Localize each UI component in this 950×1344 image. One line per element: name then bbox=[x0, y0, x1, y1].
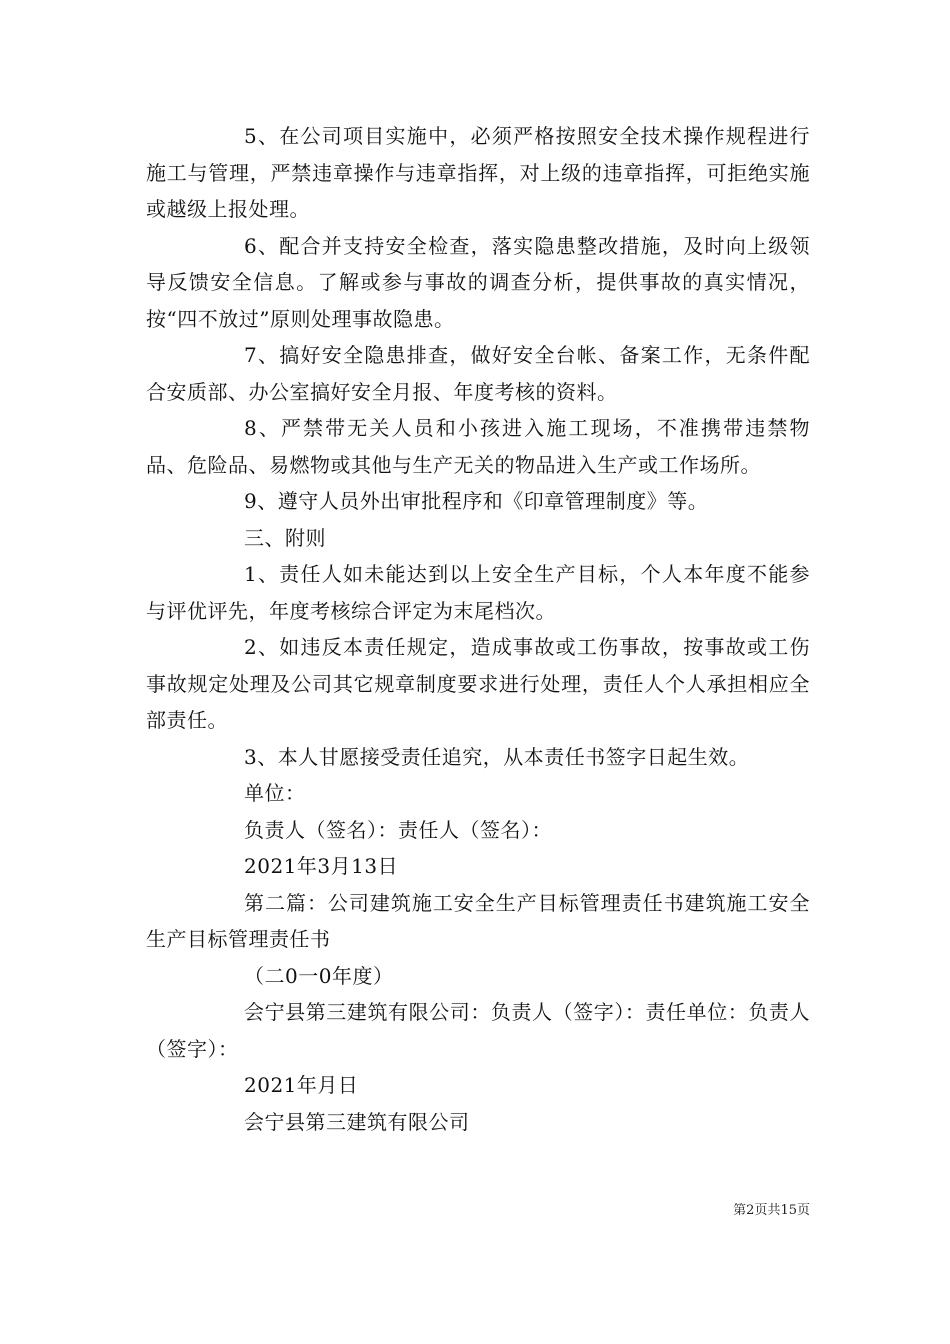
company-signature-line: 会宁县第三建筑有限公司：负责人（签字）：责任单位：负责人（签字）： bbox=[146, 1000, 810, 1061]
date-line: 2021年3月13日 bbox=[244, 854, 399, 878]
clause-7: 7、搞好安全隐患排查，做好安全台帐、备案工作，无条件配合安质部、办公室搞好安全月报、年度考核的资料。 bbox=[146, 343, 810, 404]
part-two-title: 第二篇：公司建筑施工安全生产目标管理责任书建筑施工安全生产目标管理责任书 bbox=[146, 890, 810, 951]
signature-line: 负责人（签名）：责任人（签名）： bbox=[244, 817, 552, 842]
appendix-clause-3: 3、本人甘愿接受责任追究，从本责任书签字日起生效。 bbox=[244, 744, 750, 769]
document-body bbox=[146, 118, 810, 1140]
clause-8: 8、严禁带无关人员和小孩进入施工现场，不准携带违禁物品、危险品、易燃物或其他与生产无关的物品进入生产或工作场所。 bbox=[146, 416, 810, 477]
appendix-clause-2: 2、如违反本责任规定，造成事故或工伤事故，按事故或工伤事故规定处理及公司其它规章制度要求进行处理，责任人个人承担相应全部责任。 bbox=[146, 635, 810, 732]
unit-line: 单位： bbox=[244, 781, 306, 805]
section-heading-appendix: 三、附则 bbox=[244, 525, 326, 550]
appendix-clause-1: 1、责任人如未能达到以上安全生产目标，个人本年度不能参与评优评先，年度考核综合评定为末尾档次。 bbox=[146, 562, 810, 623]
year-line: （二0一0年度） bbox=[244, 963, 394, 988]
blank-date-line: 2021年月日 bbox=[244, 1073, 359, 1097]
clause-9: 9、遵守人员外出审批程序和《印章管理制度》等。 bbox=[244, 489, 709, 513]
company-name-line: 会宁县第三建筑有限公司 bbox=[244, 1109, 470, 1134]
page-number: 第2页共15页 bbox=[733, 1203, 810, 1218]
clause-5: 5、在公司项目实施中，必须严格按照安全技术操作规程进行施工与管理，严禁违章操作与违章指挥，对上级的违章指挥，可拒绝实施或越级上报处理。 bbox=[146, 124, 810, 221]
clause-6: 6、配合并支持安全检查，落实隐患整改措施，及时向上级领导反馈安全信息。了解或参与事故的调查分析，提供事故的真实情况，按“四不放过”原则处理事故隐患。 bbox=[146, 233, 810, 331]
